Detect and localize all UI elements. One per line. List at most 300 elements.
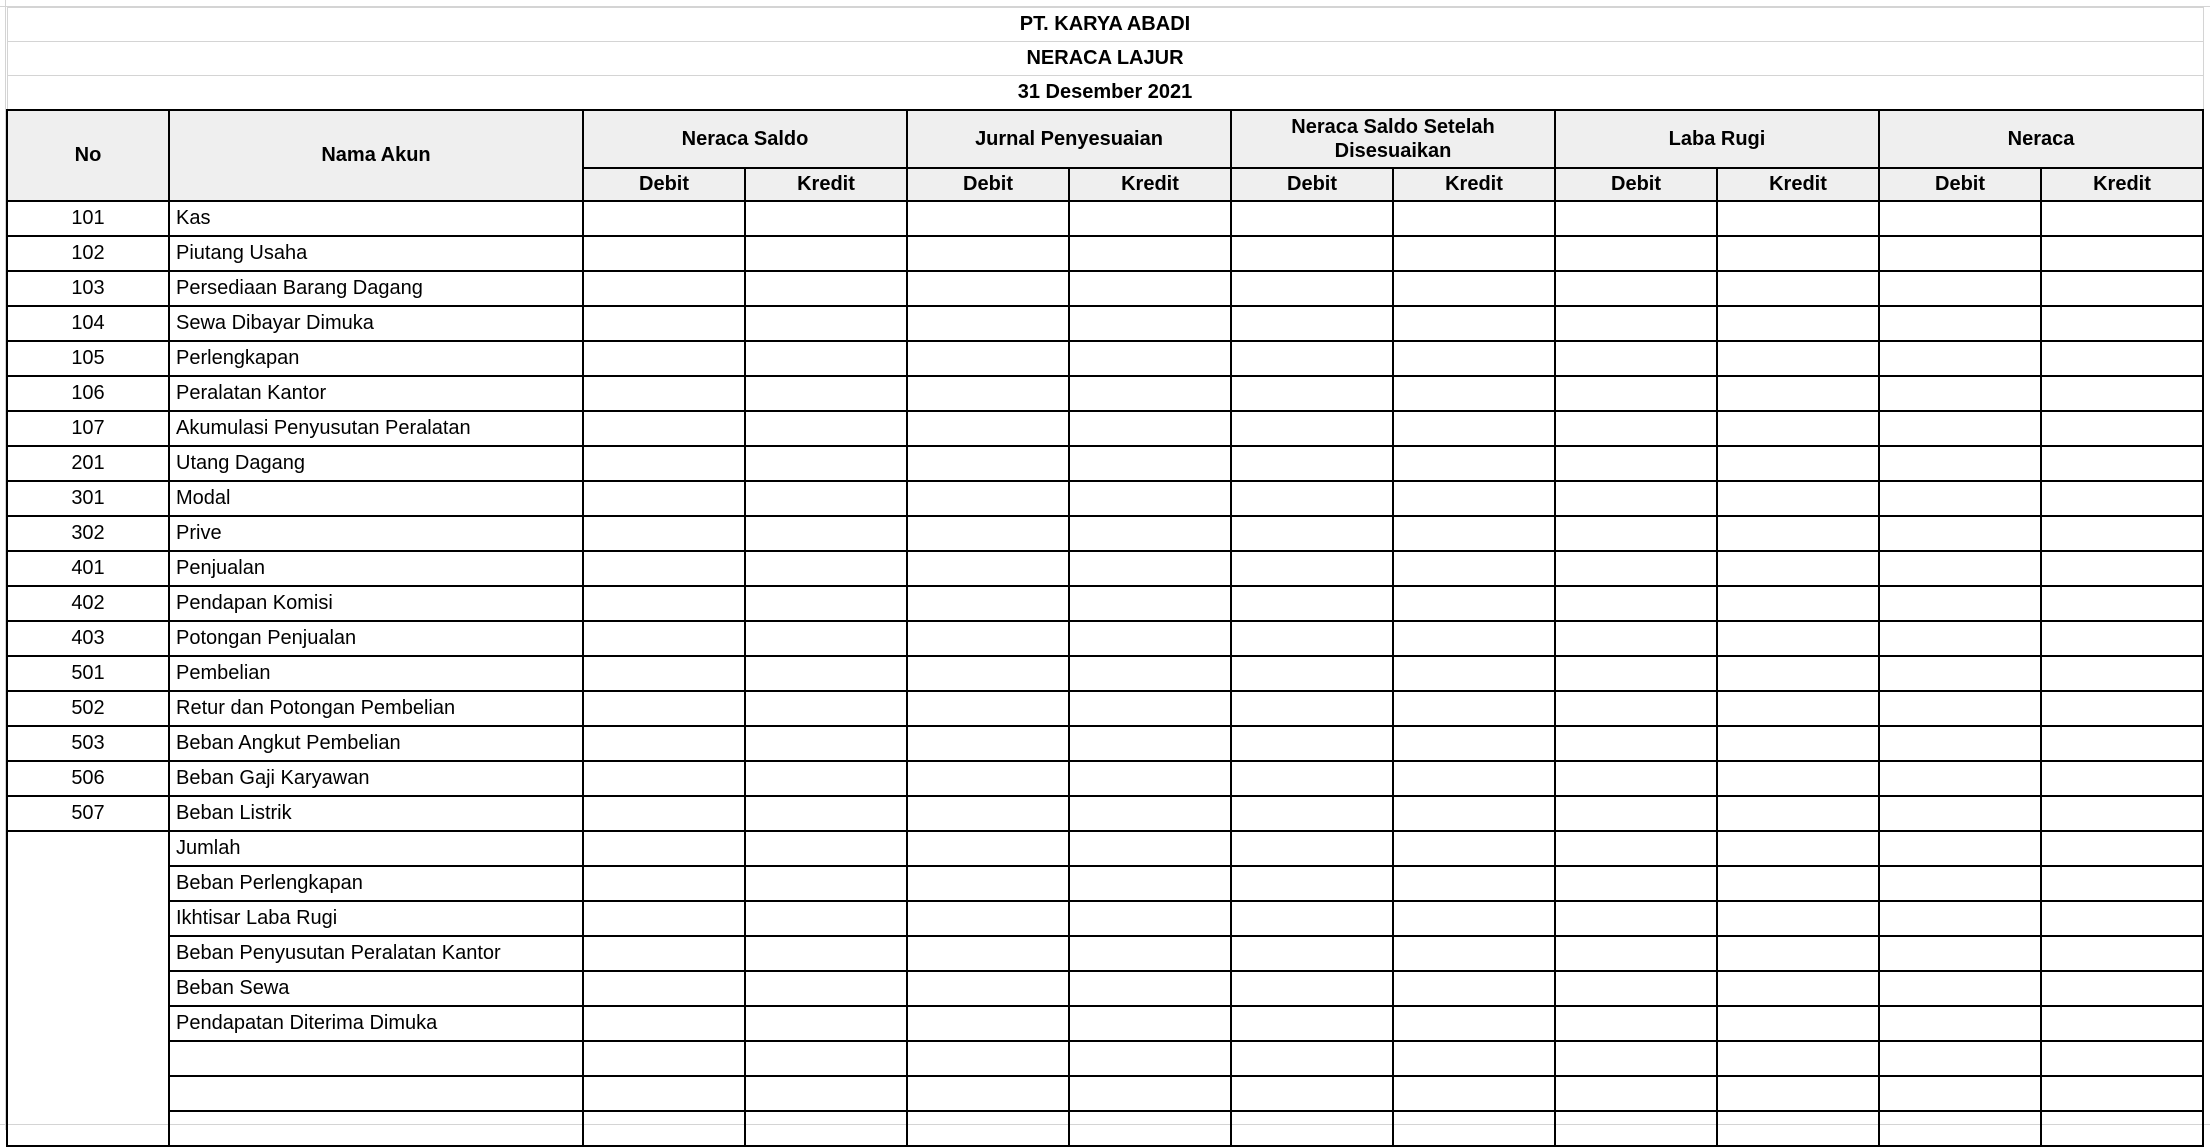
debit-cell[interactable] — [1231, 726, 1393, 761]
kredit-cell[interactable] — [1393, 271, 1555, 306]
kredit-cell[interactable] — [1393, 691, 1555, 726]
kredit-cell[interactable] — [2041, 341, 2203, 376]
kredit-cell[interactable] — [1717, 761, 1879, 796]
group-header-nssd[interactable]: Neraca Saldo Setelah Disesuaikan — [1231, 110, 1555, 168]
kredit-cell[interactable] — [2041, 481, 2203, 516]
debit-cell[interactable] — [907, 831, 1069, 866]
kredit-cell[interactable] — [1717, 341, 1879, 376]
kredit-cell[interactable] — [745, 551, 907, 586]
kredit-cell[interactable] — [745, 761, 907, 796]
debit-header[interactable]: Debit — [583, 168, 745, 201]
account-no-cell[interactable]: 507 — [7, 796, 169, 831]
debit-cell[interactable] — [907, 761, 1069, 796]
debit-cell[interactable] — [1555, 411, 1717, 446]
kredit-cell[interactable] — [1069, 271, 1231, 306]
debit-cell[interactable] — [1555, 796, 1717, 831]
debit-cell[interactable] — [907, 1076, 1069, 1111]
kredit-cell[interactable] — [2041, 621, 2203, 656]
debit-cell[interactable] — [583, 761, 745, 796]
kredit-cell[interactable] — [1069, 481, 1231, 516]
debit-cell[interactable] — [583, 271, 745, 306]
account-name-cell[interactable]: Potongan Penjualan — [169, 621, 583, 656]
debit-cell[interactable] — [1555, 761, 1717, 796]
kredit-cell[interactable] — [745, 901, 907, 936]
kredit-cell[interactable] — [745, 446, 907, 481]
kredit-cell[interactable] — [2041, 446, 2203, 481]
debit-cell[interactable] — [1879, 376, 2041, 411]
debit-cell[interactable] — [907, 586, 1069, 621]
debit-cell[interactable] — [583, 1076, 745, 1111]
account-no-cell[interactable] — [7, 831, 169, 1146]
kredit-cell[interactable] — [1393, 726, 1555, 761]
kredit-cell[interactable] — [1393, 1041, 1555, 1076]
kredit-cell[interactable] — [1069, 1076, 1231, 1111]
debit-cell[interactable] — [907, 866, 1069, 901]
kredit-cell[interactable] — [745, 726, 907, 761]
debit-cell[interactable] — [1879, 656, 2041, 691]
kredit-cell[interactable] — [1717, 1111, 1879, 1146]
account-name-cell[interactable]: Pendapan Komisi — [169, 586, 583, 621]
account-no-cell[interactable]: 402 — [7, 586, 169, 621]
kredit-cell[interactable] — [2041, 691, 2203, 726]
kredit-cell[interactable] — [2041, 1076, 2203, 1111]
debit-cell[interactable] — [583, 621, 745, 656]
debit-cell[interactable] — [907, 236, 1069, 271]
debit-cell[interactable] — [1555, 656, 1717, 691]
debit-cell[interactable] — [583, 1041, 745, 1076]
kredit-cell[interactable] — [1393, 446, 1555, 481]
kredit-cell[interactable] — [1393, 971, 1555, 1006]
kredit-cell[interactable] — [1393, 376, 1555, 411]
kredit-cell[interactable] — [1393, 201, 1555, 236]
kredit-cell[interactable] — [745, 271, 907, 306]
kredit-cell[interactable] — [745, 936, 907, 971]
kredit-cell[interactable] — [1069, 691, 1231, 726]
debit-cell[interactable] — [1231, 621, 1393, 656]
kredit-cell[interactable] — [1717, 551, 1879, 586]
kredit-cell[interactable] — [1393, 1006, 1555, 1041]
account-name-cell[interactable] — [169, 1111, 583, 1146]
debit-cell[interactable] — [1231, 866, 1393, 901]
kredit-cell[interactable] — [1717, 1076, 1879, 1111]
debit-cell[interactable] — [1231, 831, 1393, 866]
account-name-cell[interactable]: Utang Dagang — [169, 446, 583, 481]
kredit-cell[interactable] — [2041, 831, 2203, 866]
kredit-cell[interactable] — [1393, 621, 1555, 656]
kredit-header[interactable]: Kredit — [2041, 168, 2203, 201]
account-name-cell[interactable]: Prive — [169, 516, 583, 551]
debit-cell[interactable] — [1879, 936, 2041, 971]
kredit-cell[interactable] — [745, 621, 907, 656]
debit-cell[interactable] — [1879, 551, 2041, 586]
kredit-cell[interactable] — [2041, 516, 2203, 551]
kredit-cell[interactable] — [1393, 866, 1555, 901]
kredit-cell[interactable] — [2041, 306, 2203, 341]
debit-cell[interactable] — [1879, 866, 2041, 901]
account-no-cell[interactable]: 301 — [7, 481, 169, 516]
kredit-cell[interactable] — [1717, 1041, 1879, 1076]
debit-cell[interactable] — [1231, 691, 1393, 726]
debit-cell[interactable] — [1231, 656, 1393, 691]
account-no-cell[interactable]: 105 — [7, 341, 169, 376]
debit-cell[interactable] — [907, 656, 1069, 691]
kredit-cell[interactable] — [1069, 971, 1231, 1006]
kredit-cell[interactable] — [2041, 796, 2203, 831]
kredit-cell[interactable] — [1393, 761, 1555, 796]
account-no-cell[interactable]: 201 — [7, 446, 169, 481]
kredit-cell[interactable] — [1393, 1111, 1555, 1146]
debit-cell[interactable] — [907, 201, 1069, 236]
debit-cell[interactable] — [1555, 1006, 1717, 1041]
debit-cell[interactable] — [583, 411, 745, 446]
debit-header[interactable]: Debit — [1555, 168, 1717, 201]
debit-cell[interactable] — [1231, 481, 1393, 516]
debit-cell[interactable] — [907, 971, 1069, 1006]
account-name-cell[interactable]: Penjualan — [169, 551, 583, 586]
account-name-cell[interactable]: Pembelian — [169, 656, 583, 691]
kredit-cell[interactable] — [1069, 866, 1231, 901]
account-name-cell[interactable]: Piutang Usaha — [169, 236, 583, 271]
debit-cell[interactable] — [1231, 411, 1393, 446]
debit-cell[interactable] — [1231, 901, 1393, 936]
kredit-cell[interactable] — [1069, 411, 1231, 446]
kredit-cell[interactable] — [745, 586, 907, 621]
account-name-cell[interactable]: Kas — [169, 201, 583, 236]
kredit-cell[interactable] — [2041, 236, 2203, 271]
kredit-cell[interactable] — [1393, 936, 1555, 971]
debit-cell[interactable] — [907, 411, 1069, 446]
kredit-header[interactable]: Kredit — [1717, 168, 1879, 201]
debit-cell[interactable] — [1879, 1111, 2041, 1146]
account-name-cell[interactable]: Beban Angkut Pembelian — [169, 726, 583, 761]
kredit-cell[interactable] — [1069, 1006, 1231, 1041]
debit-cell[interactable] — [1555, 691, 1717, 726]
group-header-neraca-saldo[interactable]: Neraca Saldo — [583, 110, 907, 168]
kredit-cell[interactable] — [1393, 516, 1555, 551]
account-name-cell[interactable]: Beban Sewa — [169, 971, 583, 1006]
kredit-header[interactable]: Kredit — [1393, 168, 1555, 201]
name-column-header[interactable]: Nama Akun — [169, 110, 583, 201]
kredit-cell[interactable] — [1069, 376, 1231, 411]
kredit-cell[interactable] — [1069, 551, 1231, 586]
kredit-cell[interactable] — [745, 341, 907, 376]
kredit-cell[interactable] — [2041, 761, 2203, 796]
kredit-cell[interactable] — [745, 481, 907, 516]
kredit-cell[interactable] — [1069, 341, 1231, 376]
kredit-cell[interactable] — [2041, 586, 2203, 621]
kredit-cell[interactable] — [1069, 586, 1231, 621]
debit-cell[interactable] — [1879, 411, 2041, 446]
debit-cell[interactable] — [907, 1041, 1069, 1076]
debit-cell[interactable] — [1879, 901, 2041, 936]
kredit-cell[interactable] — [1069, 236, 1231, 271]
debit-cell[interactable] — [907, 376, 1069, 411]
kredit-cell[interactable] — [1069, 761, 1231, 796]
debit-cell[interactable] — [1555, 726, 1717, 761]
kredit-cell[interactable] — [1717, 271, 1879, 306]
kredit-cell[interactable] — [1717, 376, 1879, 411]
kredit-cell[interactable] — [1717, 971, 1879, 1006]
debit-cell[interactable] — [1879, 271, 2041, 306]
debit-cell[interactable] — [583, 691, 745, 726]
debit-cell[interactable] — [583, 516, 745, 551]
kredit-cell[interactable] — [745, 1076, 907, 1111]
kredit-cell[interactable] — [1717, 306, 1879, 341]
account-name-cell[interactable]: Ikhtisar Laba Rugi — [169, 901, 583, 936]
debit-cell[interactable] — [1879, 516, 2041, 551]
debit-cell[interactable] — [907, 341, 1069, 376]
debit-cell[interactable] — [583, 1006, 745, 1041]
kredit-cell[interactable] — [1393, 656, 1555, 691]
debit-cell[interactable] — [1879, 831, 2041, 866]
kredit-cell[interactable] — [1717, 831, 1879, 866]
debit-cell[interactable] — [1879, 236, 2041, 271]
debit-cell[interactable] — [907, 271, 1069, 306]
debit-cell[interactable] — [1231, 1006, 1393, 1041]
company-title-cell[interactable]: PT. KARYA ABADI — [7, 8, 2203, 42]
debit-header[interactable]: Debit — [1879, 168, 2041, 201]
debit-cell[interactable] — [1231, 1041, 1393, 1076]
debit-cell[interactable] — [583, 796, 745, 831]
debit-cell[interactable] — [583, 656, 745, 691]
debit-cell[interactable] — [907, 726, 1069, 761]
kredit-cell[interactable] — [2041, 411, 2203, 446]
debit-cell[interactable] — [583, 376, 745, 411]
report-date-cell[interactable]: 31 Desember 2021 — [7, 76, 2203, 111]
debit-cell[interactable] — [1231, 271, 1393, 306]
debit-cell[interactable] — [583, 901, 745, 936]
debit-cell[interactable] — [583, 551, 745, 586]
debit-cell[interactable] — [907, 551, 1069, 586]
no-column-header[interactable]: No — [7, 110, 169, 201]
account-no-cell[interactable]: 501 — [7, 656, 169, 691]
kredit-cell[interactable] — [1717, 866, 1879, 901]
debit-cell[interactable] — [1231, 376, 1393, 411]
debit-cell[interactable] — [1555, 936, 1717, 971]
account-name-cell[interactable]: Beban Penyusutan Peralatan Kantor — [169, 936, 583, 971]
debit-cell[interactable] — [583, 831, 745, 866]
kredit-cell[interactable] — [745, 201, 907, 236]
debit-cell[interactable] — [1555, 1076, 1717, 1111]
kredit-cell[interactable] — [1069, 1041, 1231, 1076]
account-name-cell[interactable] — [169, 1076, 583, 1111]
debit-cell[interactable] — [907, 516, 1069, 551]
kredit-cell[interactable] — [2041, 656, 2203, 691]
debit-cell[interactable] — [583, 201, 745, 236]
debit-cell[interactable] — [1231, 761, 1393, 796]
kredit-cell[interactable] — [745, 866, 907, 901]
kredit-cell[interactable] — [1717, 236, 1879, 271]
kredit-cell[interactable] — [1393, 306, 1555, 341]
debit-cell[interactable] — [1231, 306, 1393, 341]
debit-cell[interactable] — [583, 446, 745, 481]
kredit-cell[interactable] — [745, 656, 907, 691]
kredit-cell[interactable] — [2041, 551, 2203, 586]
account-no-cell[interactable]: 106 — [7, 376, 169, 411]
kredit-header[interactable]: Kredit — [1069, 168, 1231, 201]
debit-cell[interactable] — [907, 481, 1069, 516]
kredit-cell[interactable] — [2041, 271, 2203, 306]
account-no-cell[interactable]: 302 — [7, 516, 169, 551]
kredit-cell[interactable] — [745, 1006, 907, 1041]
account-no-cell[interactable]: 403 — [7, 621, 169, 656]
account-name-cell[interactable]: Sewa Dibayar Dimuka — [169, 306, 583, 341]
debit-cell[interactable] — [1555, 866, 1717, 901]
account-name-cell[interactable]: Beban Listrik — [169, 796, 583, 831]
kredit-cell[interactable] — [2041, 1041, 2203, 1076]
debit-cell[interactable] — [1879, 796, 2041, 831]
kredit-cell[interactable] — [1393, 796, 1555, 831]
account-name-cell[interactable]: Peralatan Kantor — [169, 376, 583, 411]
debit-cell[interactable] — [583, 306, 745, 341]
debit-cell[interactable] — [1231, 551, 1393, 586]
kredit-cell[interactable] — [1717, 481, 1879, 516]
kredit-cell[interactable] — [1393, 411, 1555, 446]
account-name-cell[interactable]: Retur dan Potongan Pembelian — [169, 691, 583, 726]
debit-cell[interactable] — [1231, 936, 1393, 971]
debit-cell[interactable] — [907, 796, 1069, 831]
kredit-cell[interactable] — [2041, 1006, 2203, 1041]
debit-cell[interactable] — [1555, 236, 1717, 271]
kredit-cell[interactable] — [745, 236, 907, 271]
debit-cell[interactable] — [1879, 1076, 2041, 1111]
debit-cell[interactable] — [1555, 586, 1717, 621]
kredit-cell[interactable] — [1393, 831, 1555, 866]
debit-cell[interactable] — [907, 936, 1069, 971]
kredit-cell[interactable] — [1069, 621, 1231, 656]
debit-cell[interactable] — [583, 236, 745, 271]
kredit-cell[interactable] — [745, 306, 907, 341]
account-no-cell[interactable]: 107 — [7, 411, 169, 446]
account-name-cell[interactable]: Modal — [169, 481, 583, 516]
debit-cell[interactable] — [907, 446, 1069, 481]
account-no-cell[interactable]: 502 — [7, 691, 169, 726]
kredit-cell[interactable] — [2041, 971, 2203, 1006]
debit-cell[interactable] — [907, 1006, 1069, 1041]
debit-cell[interactable] — [1231, 341, 1393, 376]
debit-cell[interactable] — [583, 936, 745, 971]
kredit-cell[interactable] — [745, 376, 907, 411]
debit-header[interactable]: Debit — [1231, 168, 1393, 201]
debit-cell[interactable] — [1879, 481, 2041, 516]
debit-cell[interactable] — [1231, 971, 1393, 1006]
kredit-cell[interactable] — [745, 831, 907, 866]
account-name-cell[interactable]: Persediaan Barang Dagang — [169, 271, 583, 306]
debit-cell[interactable] — [1879, 586, 2041, 621]
kredit-cell[interactable] — [745, 796, 907, 831]
kredit-cell[interactable] — [1717, 586, 1879, 621]
debit-cell[interactable] — [1555, 1041, 1717, 1076]
debit-cell[interactable] — [1555, 341, 1717, 376]
account-no-cell[interactable]: 102 — [7, 236, 169, 271]
kredit-cell[interactable] — [1717, 726, 1879, 761]
kredit-cell[interactable] — [745, 516, 907, 551]
debit-cell[interactable] — [907, 306, 1069, 341]
kredit-cell[interactable] — [1069, 201, 1231, 236]
debit-cell[interactable] — [1555, 481, 1717, 516]
debit-cell[interactable] — [1555, 376, 1717, 411]
debit-cell[interactable] — [1555, 516, 1717, 551]
kredit-cell[interactable] — [1069, 726, 1231, 761]
debit-cell[interactable] — [1555, 551, 1717, 586]
kredit-cell[interactable] — [745, 1111, 907, 1146]
debit-cell[interactable] — [1231, 446, 1393, 481]
kredit-header[interactable]: Kredit — [745, 168, 907, 201]
kredit-cell[interactable] — [1393, 236, 1555, 271]
account-no-cell[interactable]: 401 — [7, 551, 169, 586]
account-name-cell[interactable]: Perlengkapan — [169, 341, 583, 376]
debit-cell[interactable] — [1231, 1111, 1393, 1146]
account-no-cell[interactable]: 101 — [7, 201, 169, 236]
account-name-cell[interactable]: Jumlah — [169, 831, 583, 866]
debit-header[interactable]: Debit — [907, 168, 1069, 201]
kredit-cell[interactable] — [1069, 446, 1231, 481]
account-no-cell[interactable]: 506 — [7, 761, 169, 796]
debit-cell[interactable] — [907, 901, 1069, 936]
debit-cell[interactable] — [1555, 971, 1717, 1006]
group-header-jurnal-penyesuaian[interactable]: Jurnal Penyesuaian — [907, 110, 1231, 168]
debit-cell[interactable] — [907, 1111, 1069, 1146]
debit-cell[interactable] — [1879, 691, 2041, 726]
kredit-cell[interactable] — [1717, 656, 1879, 691]
kredit-cell[interactable] — [1717, 446, 1879, 481]
debit-cell[interactable] — [583, 971, 745, 1006]
debit-cell[interactable] — [583, 586, 745, 621]
debit-cell[interactable] — [1555, 621, 1717, 656]
account-no-cell[interactable]: 103 — [7, 271, 169, 306]
kredit-cell[interactable] — [1393, 586, 1555, 621]
debit-cell[interactable] — [1879, 341, 2041, 376]
debit-cell[interactable] — [583, 481, 745, 516]
debit-cell[interactable] — [1555, 446, 1717, 481]
debit-cell[interactable] — [1231, 516, 1393, 551]
kredit-cell[interactable] — [1069, 796, 1231, 831]
account-name-cell[interactable]: Beban Perlengkapan — [169, 866, 583, 901]
debit-cell[interactable] — [1879, 726, 2041, 761]
kredit-cell[interactable] — [1069, 1111, 1231, 1146]
debit-cell[interactable] — [1879, 306, 2041, 341]
kredit-cell[interactable] — [1069, 516, 1231, 551]
kredit-cell[interactable] — [1069, 831, 1231, 866]
kredit-cell[interactable] — [1717, 621, 1879, 656]
kredit-cell[interactable] — [2041, 376, 2203, 411]
kredit-cell[interactable] — [745, 691, 907, 726]
kredit-cell[interactable] — [1717, 201, 1879, 236]
report-title-cell[interactable]: NERACA LAJUR — [7, 42, 2203, 76]
kredit-cell[interactable] — [1717, 1006, 1879, 1041]
debit-cell[interactable] — [1555, 271, 1717, 306]
account-name-cell[interactable] — [169, 1041, 583, 1076]
debit-cell[interactable] — [1231, 236, 1393, 271]
debit-cell[interactable] — [583, 726, 745, 761]
kredit-cell[interactable] — [1069, 306, 1231, 341]
kredit-cell[interactable] — [2041, 201, 2203, 236]
debit-cell[interactable] — [1231, 796, 1393, 831]
group-header-laba-rugi[interactable]: Laba Rugi — [1555, 110, 1879, 168]
kredit-cell[interactable] — [2041, 901, 2203, 936]
debit-cell[interactable] — [1879, 1006, 2041, 1041]
kredit-cell[interactable] — [1069, 936, 1231, 971]
debit-cell[interactable] — [1879, 446, 2041, 481]
kredit-cell[interactable] — [1717, 901, 1879, 936]
kredit-cell[interactable] — [2041, 936, 2203, 971]
kredit-cell[interactable] — [2041, 866, 2203, 901]
group-header-neraca[interactable]: Neraca — [1879, 110, 2203, 168]
kredit-cell[interactable] — [1393, 481, 1555, 516]
kredit-cell[interactable] — [1393, 1076, 1555, 1111]
debit-cell[interactable] — [1879, 761, 2041, 796]
kredit-cell[interactable] — [2041, 1111, 2203, 1146]
